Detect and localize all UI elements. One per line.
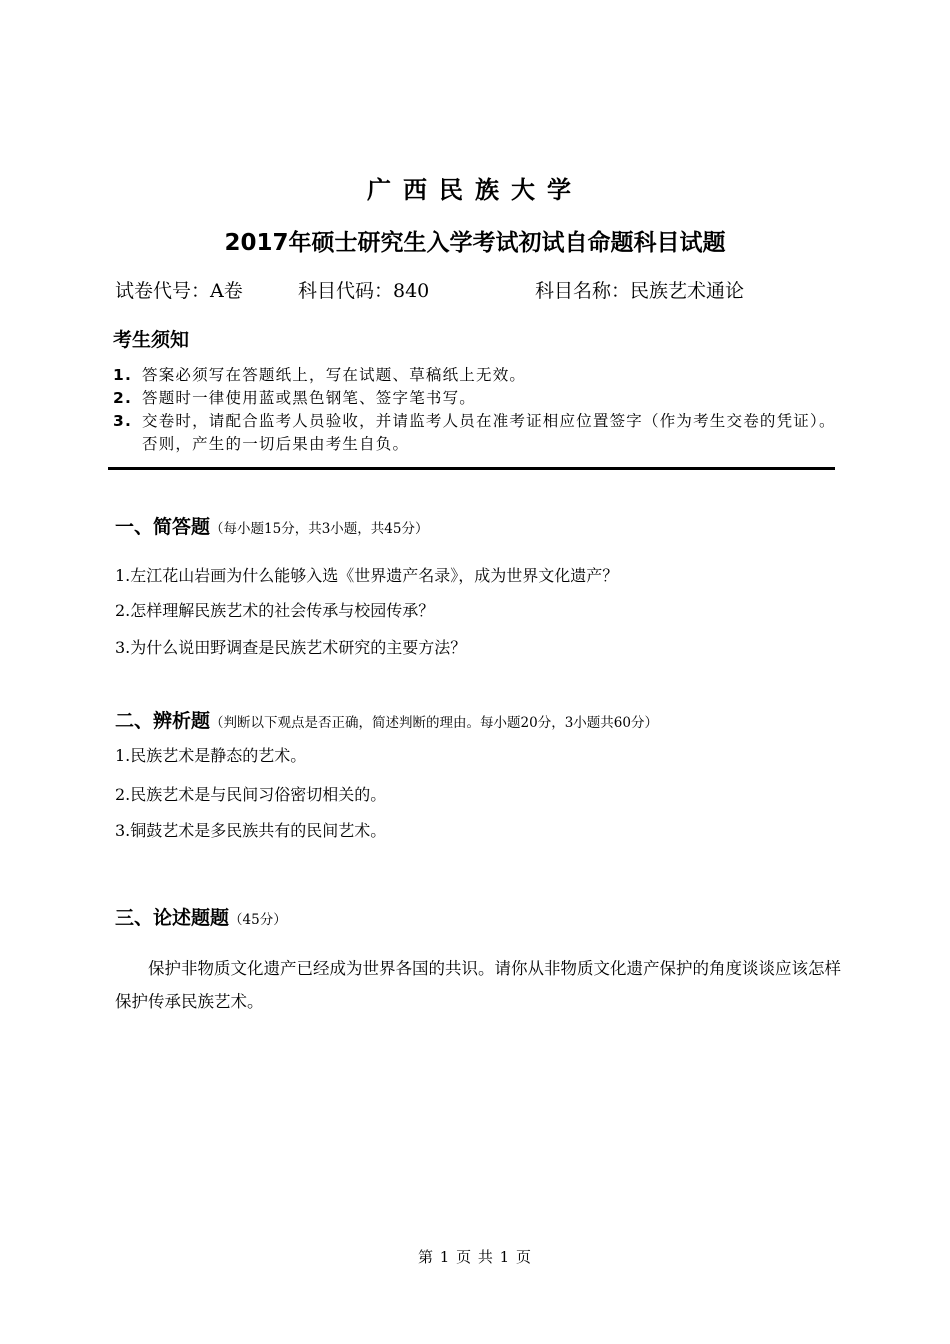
notice-heading: 考生须知 <box>113 329 190 351</box>
notice-item-text: 交卷时，请配合监考人员验收，并请监考人员在准考证相应位置签字（作为考生交卷的凭证）。否则，产生的一切后果由考生自负。 <box>142 412 836 453</box>
section-note: （45分） <box>229 912 287 928</box>
section-title: 一、简答题 <box>115 516 211 538</box>
notice-item-text: 答题时一律使用蓝或黑色钢笔、签字笔书写。 <box>142 389 477 407</box>
paper-code: 试卷代号：A卷 <box>115 280 243 302</box>
notice-item-number: 2. <box>113 389 133 407</box>
essay-question: 保护非物质文化遗产已经成为世界各国的共识。请你从非物质文化遗产保护的角度谈谈应该怎样保护传承民族艺术。 <box>115 959 841 1011</box>
section-heading-short-answer <box>115 512 428 539</box>
notice-item <box>113 410 838 456</box>
question-item: 3.为什么说田野调查是民族艺术研究的主要方法？ <box>115 638 467 657</box>
section-divider <box>108 467 835 470</box>
page-number: 第 1 页 共 1 页 <box>418 1248 532 1266</box>
notice-item <box>113 387 838 410</box>
question-item: 3.铜鼓艺术是多民族共有的民间艺术。 <box>115 821 387 840</box>
subject-name: 科目名称：民族艺术通论 <box>535 280 745 302</box>
university-name: 广西民族大学 <box>367 176 583 204</box>
section-heading-analysis <box>115 706 658 733</box>
section-title: 二、辨析题 <box>115 710 211 732</box>
section-note: （每小题15分，共3小题，共45分） <box>210 521 429 537</box>
question-item: 2.民族艺术是与民间习俗密切相关的。 <box>115 785 387 804</box>
question-item: 2.怎样理解民族艺术的社会传承与校园传承？ <box>115 601 435 620</box>
subject-code: 科目代码：840 <box>298 280 430 302</box>
notice-list <box>113 364 838 456</box>
section-title: 三、论述题题 <box>115 907 230 929</box>
notice-item-text: 答案必须写在答题纸上，写在试题、草稿纸上无效。 <box>142 366 527 384</box>
notice-item-number: 1. <box>113 366 133 384</box>
notice-item-number: 3. <box>113 412 133 430</box>
exam-title: 2017年硕士研究生入学考试初试自命题科目试题 <box>224 230 726 256</box>
notice-item <box>113 364 838 387</box>
question-item: 1.民族艺术是静态的艺术。 <box>115 746 307 765</box>
section-note: （判断以下观点是否正确，简述判断的理由。每小题20分，3小题共60分） <box>210 715 658 731</box>
question-item: 1.左江花山岩画为什么能够入选《世界遗产名录》，成为世界文化遗产？ <box>115 566 619 585</box>
section-heading-essay <box>115 903 287 930</box>
